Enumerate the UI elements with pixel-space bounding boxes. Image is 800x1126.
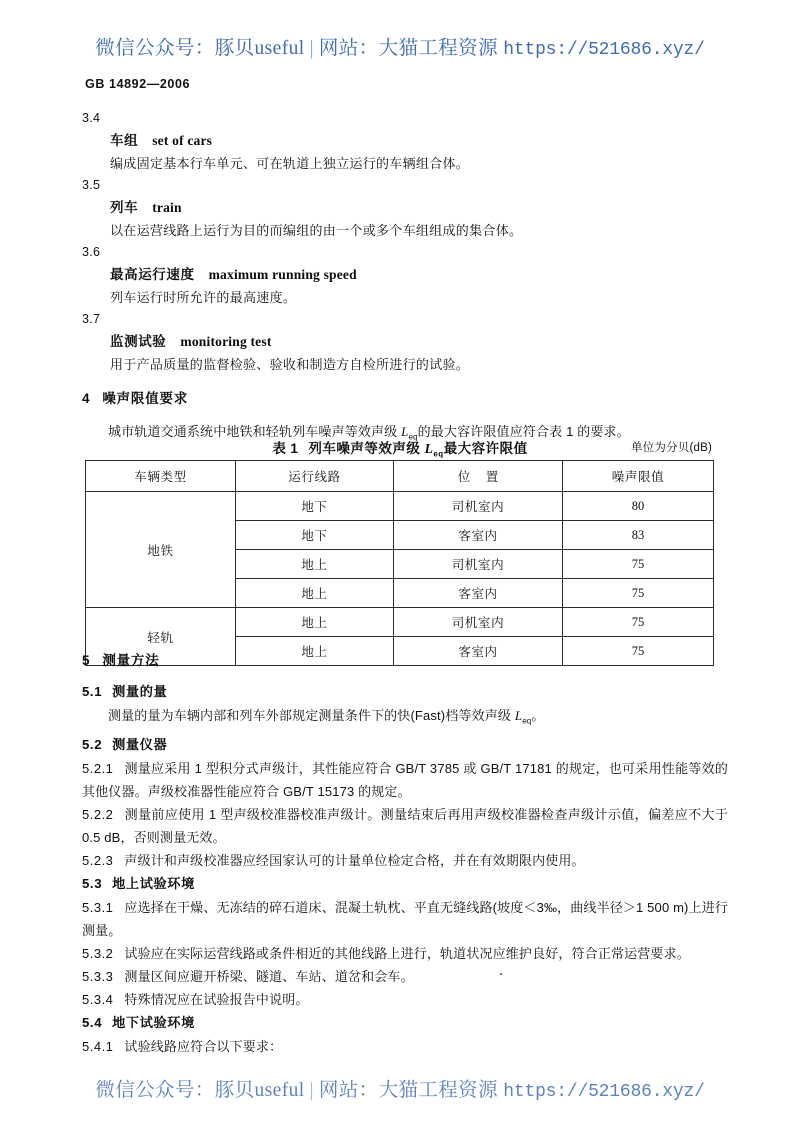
clause-text: 试验线路应符合以下要求： — [124, 1038, 283, 1054]
column-header-position: 位 置 — [394, 461, 563, 492]
table-caption-row — [88, 437, 712, 459]
subsection-heading-5-4 — [82, 1011, 800, 1035]
clause-text: 特殊情况应在试验报告中说明。 — [124, 991, 309, 1007]
clause-index: 5.2.3 — [82, 852, 114, 868]
watermark-url: https://521686.xyz/ — [503, 40, 705, 60]
clause-text: 声级计和声级校准器应经国家认可的计量单位检定合格，并在有效期限内使用。 — [124, 852, 585, 868]
cell-noise-limit: 75 — [563, 579, 714, 608]
clause-text: 测量前应使用 1 型声级校准器校准声级计。测量结束后再用声级校准器检查声级计示值，偏差应不大于 0.5 dB，否则测量无效。 — [82, 806, 728, 845]
term-index: 3.4 — [82, 111, 101, 125]
subsection-5-1-paragraph — [82, 704, 728, 733]
cell-noise-limit: 75 — [563, 608, 714, 637]
noise-limit-table — [85, 460, 714, 666]
watermark-separator: | — [309, 1080, 314, 1101]
term-definition: 以在运营线路上运行为目的而编组的由一个或多个车组组成的集合体。 — [110, 223, 523, 238]
section-heading-4 — [82, 386, 800, 412]
clause-index: 5.2.2 — [82, 806, 114, 822]
cell-line: 地上 — [236, 637, 394, 666]
term-entry-3-5 — [0, 175, 800, 242]
clause-text: 试验应在实际运营线路或条件相近的其他线路上进行，轨道状况应维护良好，符合正常运营要求。 — [124, 945, 690, 961]
section-heading-5 — [82, 648, 800, 674]
subsection-index: 5.2 — [82, 736, 103, 752]
table-label: 表 — [272, 441, 287, 456]
term-definition: 编成固定基本行车单元、可在轨道上独立运行的车辆组合体。 — [110, 156, 470, 171]
subsection-title: 测量仪器 — [112, 736, 168, 752]
clause-5-3-4 — [82, 988, 728, 1011]
leq-symbol: $L_{eq}$ — [424, 441, 444, 459]
term-index: 3.7 — [82, 312, 101, 326]
clause-5-2-3 — [82, 849, 728, 872]
cell-noise-limit: 75 — [563, 637, 714, 666]
term-definition: 列车运行时所允许的最高速度。 — [110, 290, 297, 305]
term-name-cn: 最高运行速度 — [110, 267, 195, 282]
subsection-title: 地下试验环境 — [112, 1014, 195, 1030]
clause-index: 5.3.4 — [82, 991, 114, 1007]
cell-noise-limit: 80 — [563, 492, 714, 521]
term-heading — [110, 196, 800, 219]
standard-number-header: GB 14892—2006 — [85, 77, 191, 91]
leq-symbol: $L_{eq}$ — [401, 424, 418, 442]
term-definition: 用于产品质量的监督检验、验收和制造方自检所进行的试验。 — [110, 357, 470, 372]
para-part1: 测量的量为车辆内部和列车外部规定测量条件下的快(Fast)档等效声级 — [108, 708, 515, 723]
subsection-heading-5-1 — [82, 680, 800, 704]
watermark-wechat-label: 微信公众号：豚贝useful — [95, 1080, 305, 1101]
term-name-en: train — [152, 200, 182, 215]
column-header-noise-limit: 噪声限值 — [563, 461, 714, 492]
terms-section — [0, 108, 800, 449]
term-name-cn: 车组 — [110, 133, 139, 148]
watermark-wechat-label: 微信公众号：豚贝useful — [95, 38, 305, 59]
watermark-bottom — [0, 1074, 800, 1102]
clause-5-4-1 — [82, 1035, 728, 1058]
watermark-separator: | — [309, 38, 314, 59]
clause-5-2-1 — [82, 757, 728, 803]
clause-text: 测量区间应避开桥梁、隧道、车站、道岔和会车。 — [124, 968, 414, 984]
watermark-site-label: 网站：大猫工程资源 — [318, 38, 498, 59]
watermark-top — [0, 32, 800, 60]
cell-vehicle-type: 地铁 — [86, 492, 236, 608]
cell-position: 客室内 — [394, 521, 563, 550]
watermark-site-label: 网站：大猫工程资源 — [318, 1080, 498, 1101]
term-heading — [110, 330, 800, 353]
term-name-cn: 列车 — [110, 200, 139, 215]
table-title-part2: 最大容许限值 — [443, 441, 528, 456]
clause-index: 5.2.1 — [82, 760, 114, 776]
table-unit-note: 单位为分贝(dB) — [630, 442, 712, 454]
clause-text: 测量应采用 1 型积分式声级计，其性能应符合 GB/T 3785 或 GB/T 17181 的规定，也可采用性能等效的其他仪器。声级校准器性能应符合 GB/T 15173 的规定。 — [82, 760, 728, 799]
clause-5-2-2 — [82, 803, 728, 849]
table-header-row — [86, 461, 714, 492]
cell-position: 司机室内 — [394, 550, 563, 579]
table-caption — [88, 437, 712, 459]
leq-symbol: $L_{eq}$ — [514, 708, 532, 726]
term-entry-3-6 — [0, 242, 800, 309]
term-heading — [110, 129, 800, 152]
subsection-title: 地上试验环境 — [112, 875, 195, 891]
cell-noise-limit: 83 — [563, 521, 714, 550]
term-index: 3.5 — [82, 178, 101, 192]
para-part2: 。 — [531, 708, 545, 723]
table-row — [86, 608, 714, 637]
column-header-line: 运行线路 — [236, 461, 394, 492]
term-index: 3.6 — [82, 245, 101, 259]
cell-line: 地上 — [236, 608, 394, 637]
section-index: 5 — [82, 653, 91, 668]
cell-position: 司机室内 — [394, 608, 563, 637]
subsection-heading-5-2 — [82, 733, 800, 757]
cell-position: 司机室内 — [394, 492, 563, 521]
term-name-en: set of cars — [152, 133, 213, 148]
cell-vehicle-type: 轻轨 — [86, 608, 236, 666]
clause-5-3-1 — [82, 896, 728, 942]
section4-paragraph-part1: 城市轨道交通系统中地铁和轻轨列车噪声等效声级 — [108, 424, 402, 439]
subsection-heading-5-3 — [82, 872, 800, 896]
term-name-en: maximum running speed — [208, 267, 357, 282]
term-heading — [110, 263, 800, 286]
clause-5-3-2 — [82, 942, 728, 965]
watermark-url: https://521686.xyz/ — [503, 1082, 705, 1102]
cell-line: 地下 — [236, 521, 394, 550]
table-title-part1: 列车噪声等效声级 — [308, 441, 425, 456]
clause-index: 5.3.1 — [82, 899, 114, 915]
cell-noise-limit: 75 — [563, 550, 714, 579]
subsection-index: 5.4 — [82, 1014, 103, 1030]
section-title: 噪声限值要求 — [102, 391, 189, 406]
clause-text: 应选择在干燥、无冻结的碎石道床、混凝土轨枕、平直无缝线路(坡度＜3‰，曲线半径＞1 500 m)上进行测量。 — [82, 899, 728, 938]
clause-index: 5.3.3 — [82, 968, 114, 984]
clause-5-3-3 — [82, 965, 728, 988]
cell-line: 地下 — [236, 492, 394, 521]
section4-paragraph-part2: 的最大容许限值应符合表 1 的要求。 — [417, 424, 630, 439]
term-name-en: monitoring test — [180, 334, 272, 349]
section-title: 测量方法 — [102, 653, 160, 668]
clause-index: 5.3.2 — [82, 945, 114, 961]
measurement-methods-section — [0, 648, 800, 1058]
term-entry-3-4 — [0, 108, 800, 175]
cell-position: 客室内 — [394, 637, 563, 666]
term-entry-3-7 — [0, 309, 800, 376]
term-name-cn: 监测试验 — [110, 334, 167, 349]
clause-index: 5.4.1 — [82, 1038, 114, 1054]
section-index: 4 — [82, 391, 91, 406]
noise-limit-table-block — [0, 437, 800, 666]
column-header-vehicle-type: 车辆类型 — [86, 461, 236, 492]
subsection-title: 测量的量 — [112, 684, 168, 699]
cell-line: 地上 — [236, 550, 394, 579]
subsection-index: 5.3 — [82, 875, 103, 891]
subsection-index: 5.1 — [82, 684, 103, 699]
cell-line: 地上 — [236, 579, 394, 608]
table-row — [86, 492, 714, 521]
cell-position: 客室内 — [394, 579, 563, 608]
table-number: 1 — [290, 441, 299, 456]
scan-artifact-dot — [500, 973, 502, 975]
